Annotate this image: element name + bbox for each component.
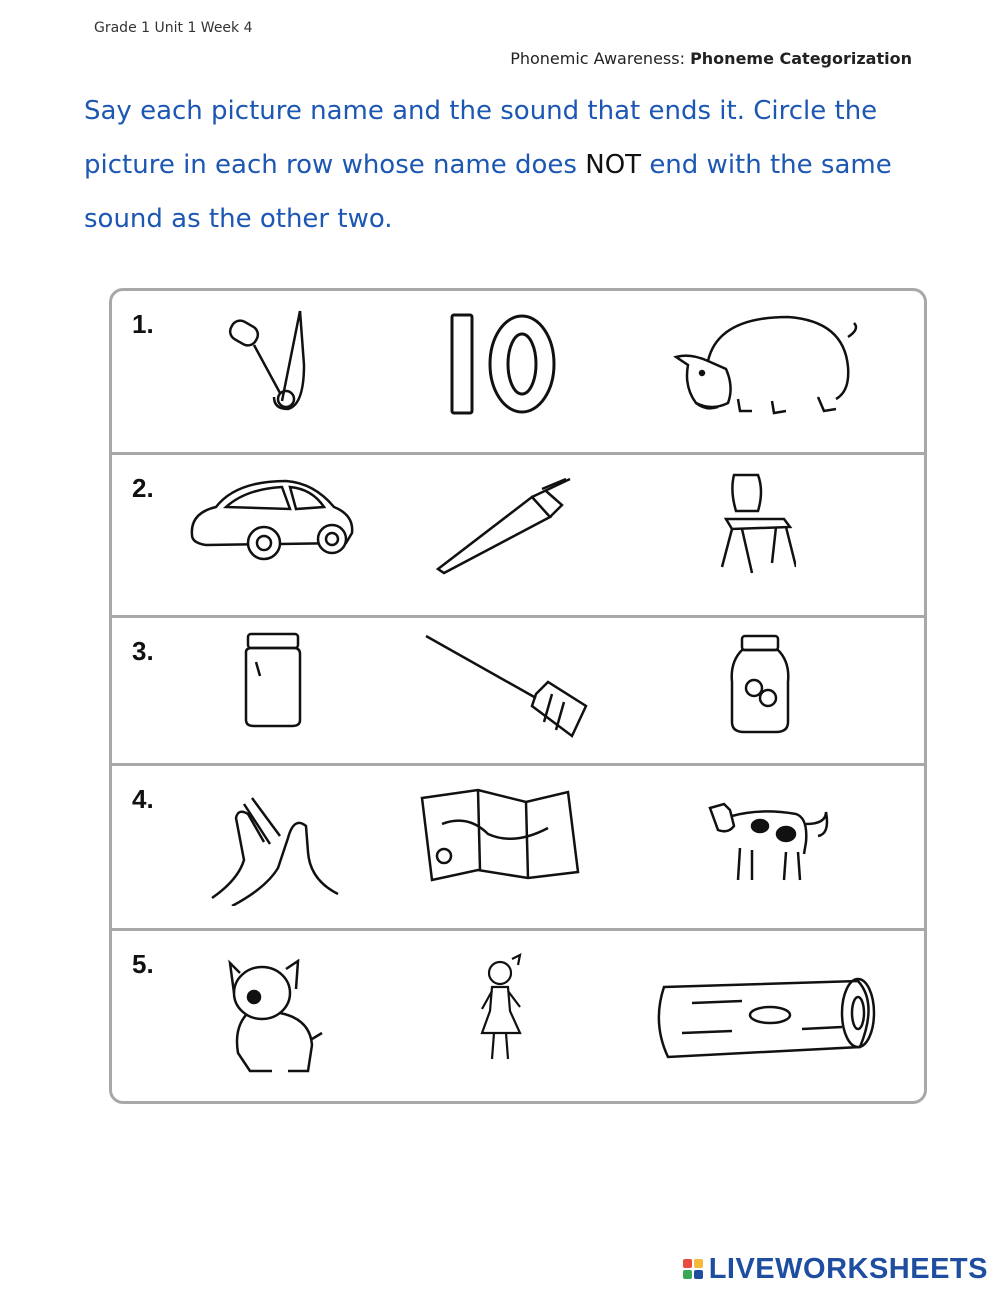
row-4 [112,766,924,931]
safety-pin-picture[interactable] [220,305,310,415]
row-1 [112,291,924,455]
chair-picture[interactable] [712,471,796,575]
subject-heading [510,49,912,68]
map-picture[interactable] [418,784,582,882]
log-picture[interactable] [652,973,882,1061]
row-5 [112,931,924,1107]
subject-title: Phoneme Categorization [690,49,912,68]
grade-label: Grade 1 Unit 1 Week 4 [94,20,253,36]
row-number: 3. [132,636,154,666]
instructions [84,84,924,246]
liveworksheets-logo-icon [683,1259,703,1279]
cow-picture[interactable] [700,794,834,884]
pen-picture[interactable] [432,475,576,575]
instructions-text-1: Say each picture name and the sound that ends it. Circle the picture in each row whose name does [84,96,878,180]
worksheet-panel [109,288,927,1104]
subject-prefix: Phonemic Awareness: [510,49,685,68]
clap-picture[interactable] [208,794,342,906]
girl-picture[interactable] [476,953,532,1065]
number-ten-picture[interactable] [442,309,562,419]
instructions-text-2: end with the same sound as the other two. [84,150,892,234]
row-2 [112,455,924,618]
row-number: 1. [132,309,154,339]
jam-picture[interactable] [728,632,792,736]
jar-picture[interactable] [240,630,306,730]
instructions-not-word: NOT [585,150,642,180]
dog-picture[interactable] [220,959,324,1079]
row-3 [112,618,924,766]
liveworksheets-brand[interactable] [683,1253,988,1285]
row-number: 5. [132,949,154,979]
row-number: 2. [132,473,154,503]
broom-picture[interactable] [422,632,594,738]
row-number: 4. [132,784,154,814]
car-picture[interactable] [186,475,358,565]
brand-text: LIVEWORKSHEETS [708,1252,988,1285]
pig-picture[interactable] [668,307,864,417]
